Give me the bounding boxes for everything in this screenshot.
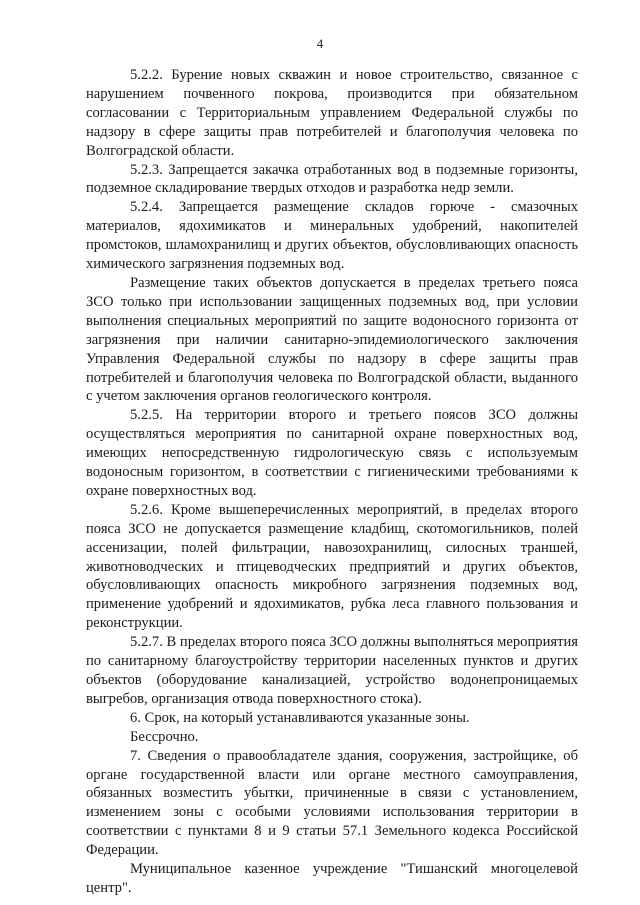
paragraph-6-term: 6. Срок, на который устанавливаются указанные зоны. xyxy=(130,709,470,726)
paragraph-5-2-4: 5.2.4. Запрещается размещение складов горюче - смазочных материалов, ядохимикатов и минеральных удобрений, накопителей промстоков, шламохранилищ и других объектов, обусловливающих опасность химического загрязнения подземных вод. xyxy=(86,199,578,273)
paragraph-7-rightholder: 7. Сведения о правообладателе здания, сооружения, застройщике, об органе государственной власти или органе местного самоуправления, обязанных возместить убытки, причиненные в связи с установлением, изменением зоны с особыми условиями использования территории в соответствии с пунктами 8 и 9 статьи 57.1 Земельного кодекса Российской Федерации. xyxy=(86,747,578,859)
page-number: 4 xyxy=(316,36,324,51)
paragraph-institution: Муниципальное казенное учреждение "Тишанский многоцелевой центр". xyxy=(86,861,578,896)
paragraph-5-2-3: 5.2.3. Запрещается закачка отработанных вод в подземные горизонты, подземное складирование твердых отходов и разработка недр земли. xyxy=(86,161,578,197)
paragraph-5-2-6: 5.2.6. Кроме вышеперечисленных мероприятий, в пределах второго пояса ЗСО не допускается размещение кладбищ, скотомогильников, полей ассенизации, полей фильтрации, навозохранилищ, силосных траншей, животноводческих и птицеводческих предприятий и других объектов, обусловливающих опасность микробного загрязнения подземных вод, применение удобрений и ядохимикатов, рубка леса главного пользования и реконструкции. xyxy=(86,501,578,632)
document-body xyxy=(86,66,578,898)
paragraph-placement-conditions: Размещение таких объектов допускается в пределах третьего пояса ЗСО только при использовании защищенных подземных вод, при условии выполнения специальных мероприятий по защите водоносного горизонта от загрязнения при наличии санитарно-эпидемиологического заключения Управления Федеральной службы по надзору в сфере защиты прав потребителей и благополучия человека по Волгоградской области, выданного с учетом заключения органов геологического контроля. xyxy=(86,274,578,405)
paragraph-indefinite: Бессрочно. xyxy=(130,728,199,745)
paragraph-5-2-5: 5.2.5. На территории второго и третьего поясов ЗСО должны осуществляться мероприятия по санитарной охране поверхностных вод, имеющих непосредственную гидрологическую связь с используемым водоносным горизонтом, в соответствии с гигиеническими требованиями к охране поверхностных вод. xyxy=(86,407,578,499)
paragraph-5-2-2: 5.2.2. Бурение новых скважин и новое строительство, связанное с нарушением почвенного покрова, производится при обязательном согласовании с Территориальным управлением Федеральной службы по надзору в сфере защиты прав потребителей и благополучия человека по Волгоградской области. xyxy=(86,67,578,159)
paragraph-5-2-7: 5.2.7. В пределах второго пояса ЗСО должны выполняться мероприятия по санитарному благоустройству территории населенных пунктов и других объектов (оборудование канализацией, устройство водонепроницаемых выгребов, организация отвода поверхностного стока). xyxy=(86,634,578,707)
